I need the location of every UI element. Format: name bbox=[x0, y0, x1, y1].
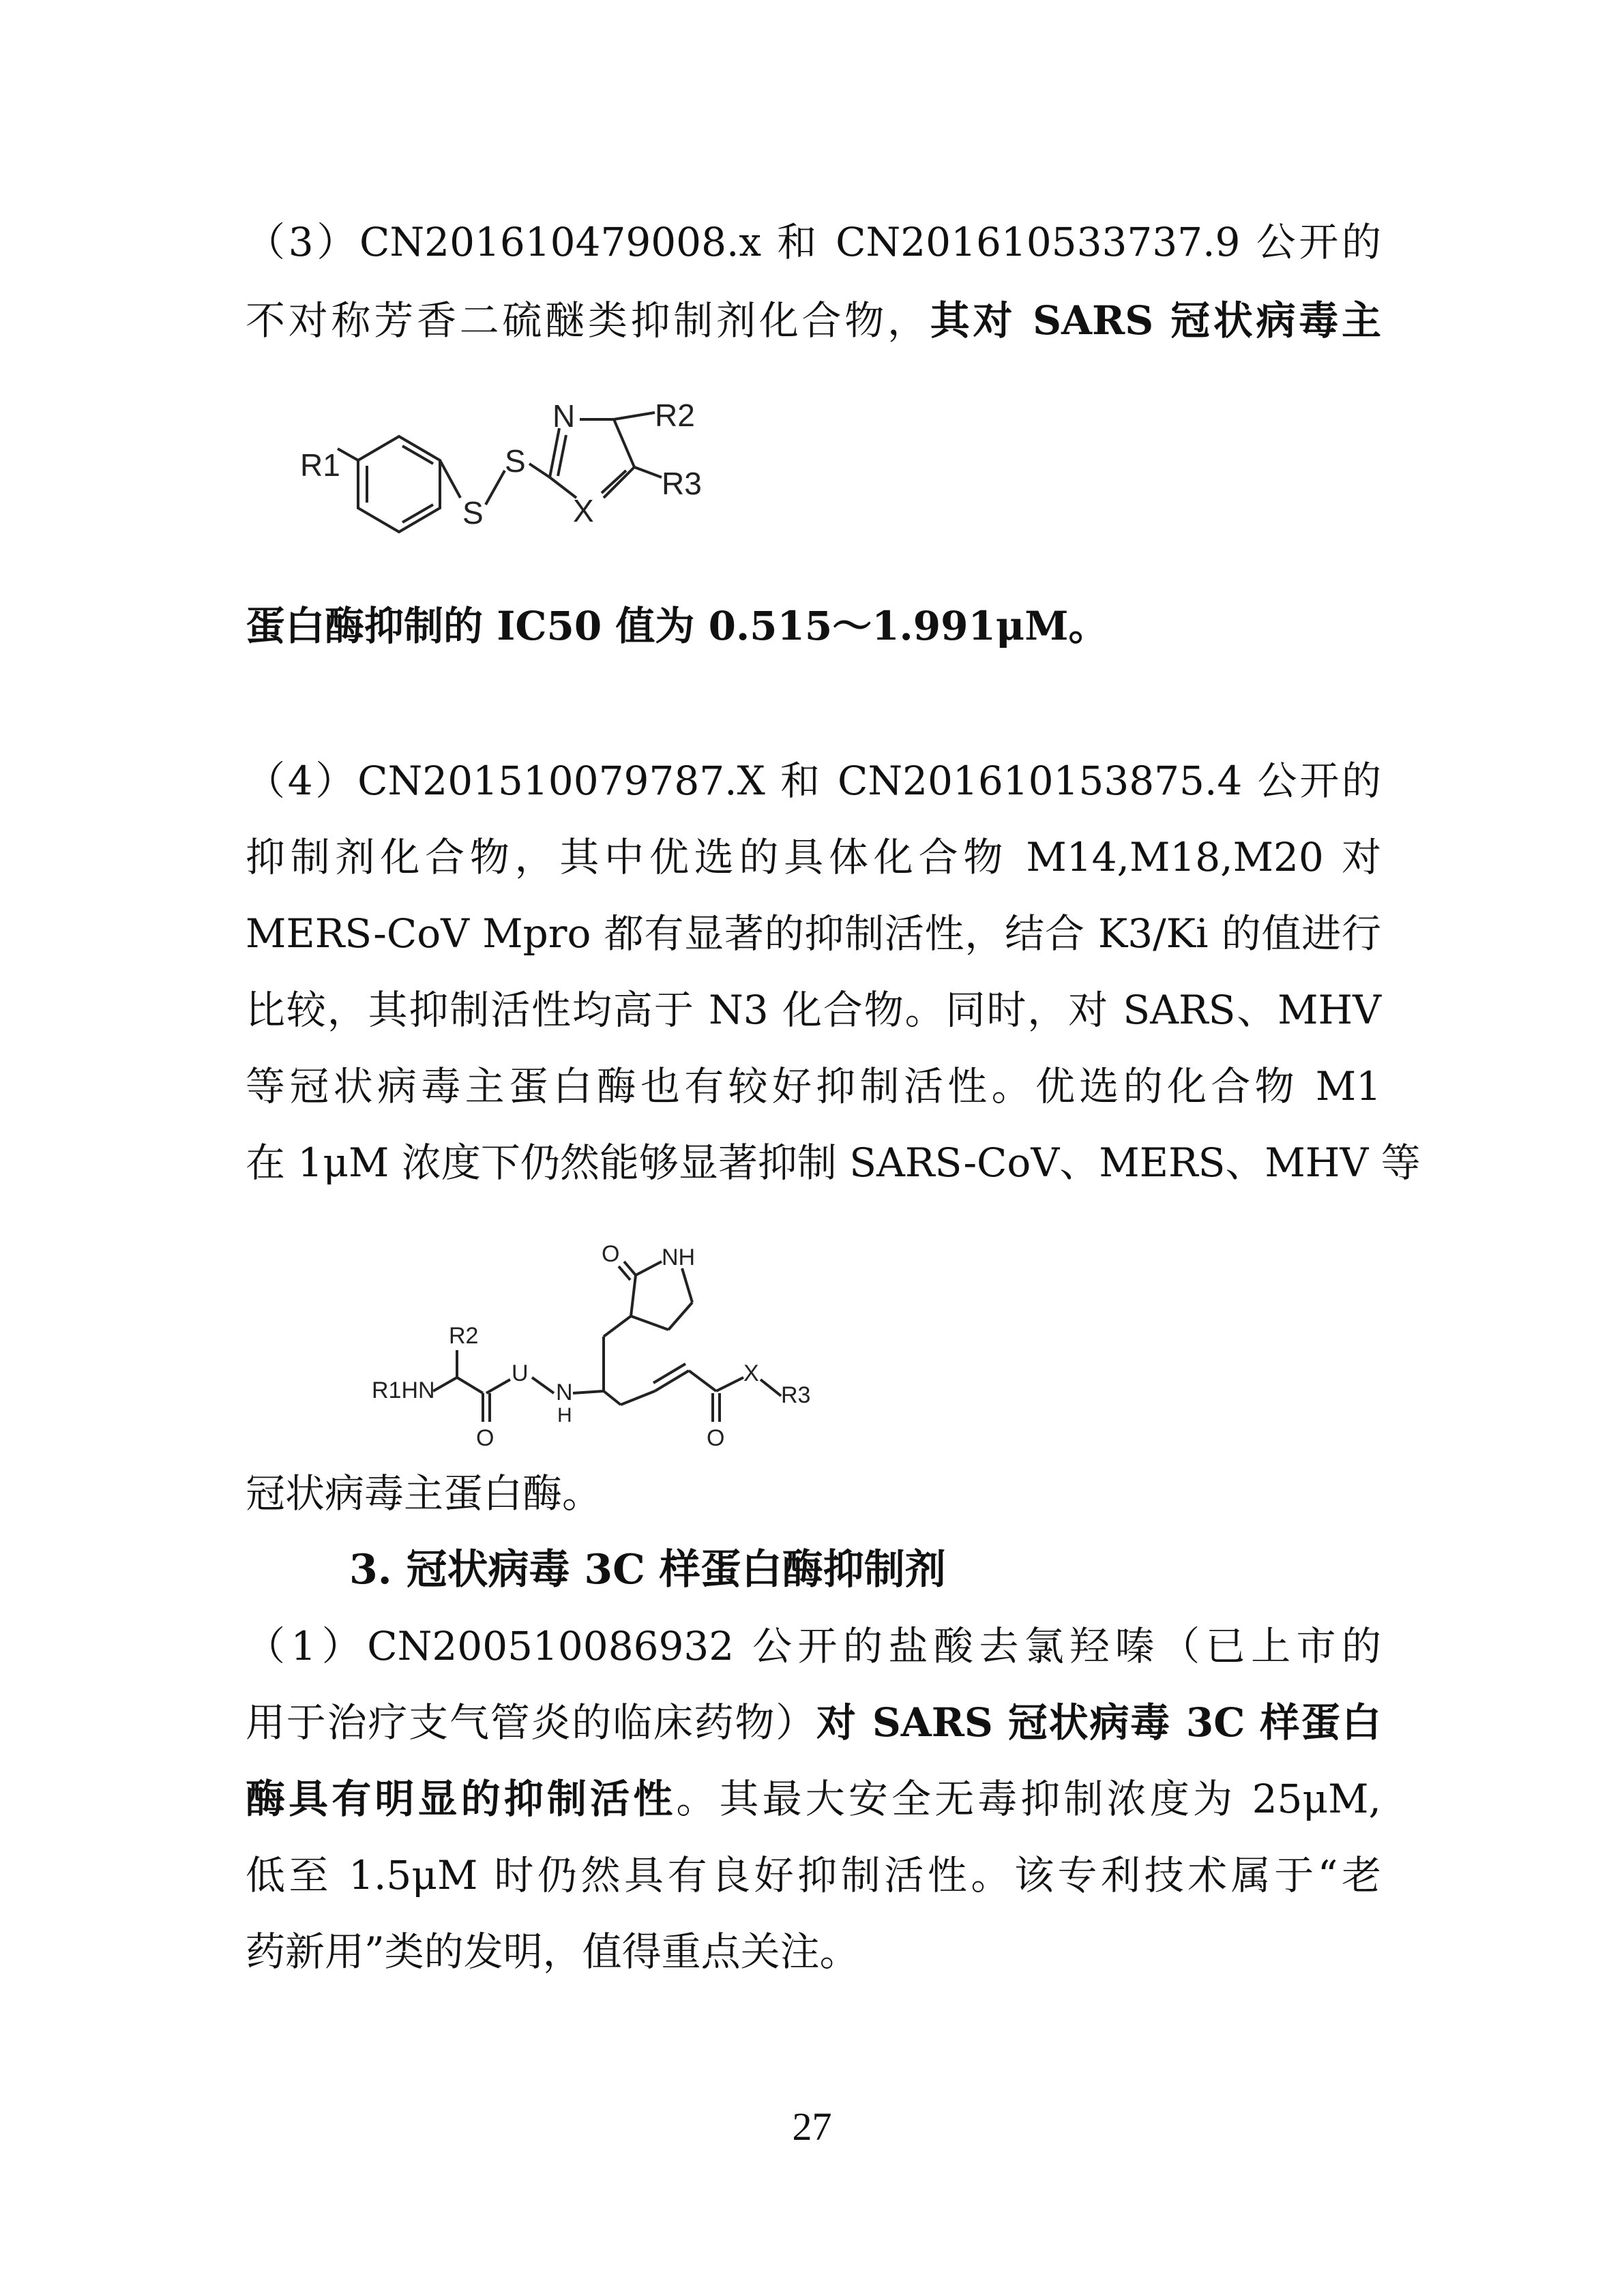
benzene-ring bbox=[358, 436, 440, 532]
para3-line2 bbox=[246, 293, 1381, 348]
sec3-line2 bbox=[246, 1695, 1381, 1750]
para4-line2: 抑制剂化合物，其中优选的具体化合物 M14,M18,M20 对 bbox=[246, 834, 1381, 880]
struct1-r3: R3 bbox=[662, 466, 702, 501]
para4-line4: 比较，其抑制活性均高于 N3 化合物。同时，对 SARS、MHV bbox=[246, 987, 1381, 1033]
struct2-o-left: O bbox=[476, 1425, 494, 1451]
struct2-u: U bbox=[512, 1360, 529, 1386]
sec3-line3 bbox=[246, 1772, 1381, 1826]
sec3-line5: 药新用”类的发明，值得重点关注。 bbox=[246, 1928, 859, 1975]
struct2-n: N bbox=[556, 1380, 573, 1405]
struct2-nh-ring: NH bbox=[662, 1244, 696, 1270]
para3-line2-normal: 不对称芳香二硫醚类抑制剂化合物， bbox=[246, 297, 930, 344]
struct1-n: N bbox=[552, 398, 576, 434]
para3-line3: 蛋白酶抑制的 IC50 值为 0.515～1.991μM。 bbox=[246, 603, 1108, 649]
sec3-line2-normal: 用于治疗支气管炎的临床药物） bbox=[246, 1699, 817, 1746]
para4-line6: 在 1μM 浓度下仍然能够显著抑制 SARS-CoV、MERS、MHV 等 bbox=[246, 1139, 1421, 1186]
sec3-line4: 低至 1.5μM 时仍然具有良好抑制活性。该专利技术属于“老 bbox=[246, 1852, 1381, 1898]
para3-line1: （3）CN201610479008.x 和 CN201610533737.9 公开的 bbox=[246, 219, 1381, 265]
struct2-r1hn: R1HN bbox=[372, 1377, 435, 1403]
sec3-line3-normal: 。其最大安全无毒抑制浓度为 25μM, bbox=[676, 1776, 1381, 1822]
struct1-s-right: S bbox=[505, 443, 526, 479]
struct2-r3: R3 bbox=[781, 1382, 811, 1408]
struct2-o-top: O bbox=[602, 1241, 620, 1267]
para3-line2-bold: 其对 SARS 冠状病毒主 bbox=[930, 297, 1381, 344]
sec3-line1: （1）CN200510086932 公开的盐酸去氯羟嗪（已上市的 bbox=[246, 1623, 1381, 1669]
sec3-line3-bold: 酶具有明显的抑制活性 bbox=[246, 1776, 677, 1822]
struct2-h: H bbox=[557, 1404, 572, 1427]
structure-2-peptidomimetic bbox=[368, 1217, 859, 1476]
para4-line7: 冠状病毒主蛋白酶。 bbox=[246, 1470, 602, 1517]
struct1-r1: R1 bbox=[300, 447, 340, 483]
sec3-line2-bold: 对 SARS 冠状病毒 3C 样蛋白 bbox=[816, 1699, 1381, 1746]
struct1-s-left: S bbox=[462, 495, 484, 531]
struct1-r2: R2 bbox=[655, 398, 695, 433]
struct2-r2: R2 bbox=[449, 1323, 479, 1349]
struct2-o-right: O bbox=[707, 1425, 725, 1451]
para4-line3: MERS-CoV Mpro 都有显著的抑制活性，结合 K3/Ki 的值进行 bbox=[246, 910, 1381, 957]
section-3-heading: 3. 冠状病毒 3C 样蛋白酶抑制剂 bbox=[349, 1546, 946, 1594]
para4-line1: （4）CN201510079787.X 和 CN201610153875.4 公开的 bbox=[246, 758, 1381, 804]
structure-1-disulfide bbox=[286, 396, 764, 559]
para4-line5: 等冠状病毒主蛋白酶也有较好抑制活性。优选的化合物 M1 bbox=[246, 1063, 1381, 1109]
struct1-x: X bbox=[573, 493, 594, 528]
page-number: 27 bbox=[792, 2104, 832, 2149]
struct2-x: X bbox=[743, 1360, 759, 1386]
